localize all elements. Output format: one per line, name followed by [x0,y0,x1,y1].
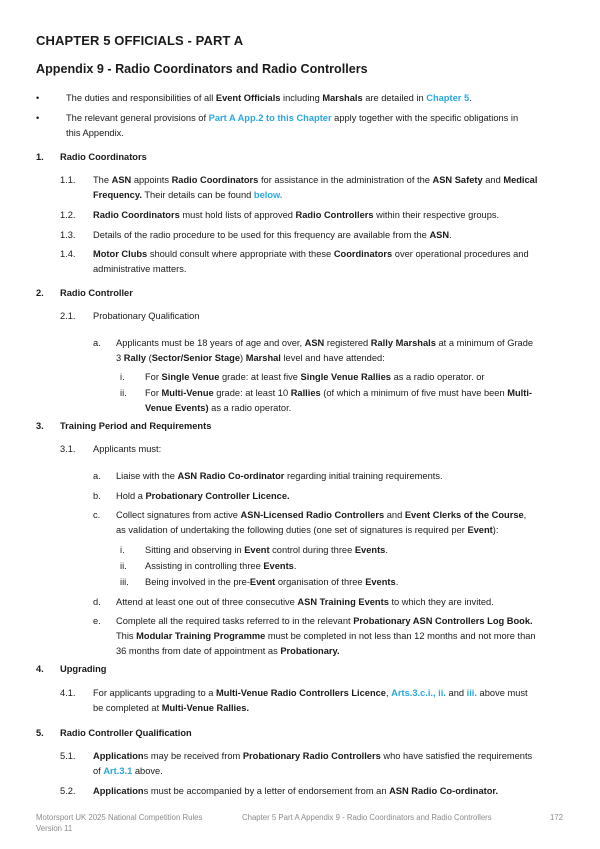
para-1-4: Motor Clubs should consult where appropriate with these Coordinators over operational procedures and [93,249,529,259]
section-3-number: 3. [36,421,44,431]
para-number: 2.1. [60,311,76,321]
item-3-c-line2: as validation of undertaking the following duties (one set of signatures is required per Event): [116,525,499,535]
subitem-roman: ii. [120,561,127,571]
para-1-1-line2: Frequency. Their details can be found below. [93,190,283,200]
subitem-2-i: For Single Venue grade: at least five Single Venue Rallies as a radio operator. or [145,372,485,382]
section-4-number: 4. [36,664,44,674]
arts-3-c-link[interactable]: Arts.3.c.i., ii. [391,688,446,698]
footer-page-number: 172 [550,813,564,822]
subitem-3-c-ii: Assisting in controlling three Events. [145,561,297,571]
subitem-3-c-iii: Being involved in the pre-Event organisation of three Events. [145,577,399,587]
subitem-roman: i. [120,545,125,555]
para-2-1: Probationary Qualification [93,311,200,321]
art-iii-link[interactable]: iii. [466,688,477,698]
para-1-2: Radio Coordinators must hold lists of approved Radio Controllers within their respective groups. [93,210,500,220]
appendix-title: Appendix 9 - Radio Coordinators and Radio Controllers [36,62,368,76]
section-2-title: Radio Controller [60,288,133,298]
part-a-app2-link[interactable]: Part A App.2 to this Chapter [208,113,332,123]
item-letter: a. [93,471,101,481]
para-4-1-line2: be completed at Multi-Venue Rallies. [93,703,250,713]
item-letter: c. [93,510,101,520]
para-number: 3.1. [60,444,76,454]
bullet-2-line2: this Appendix. [66,128,124,138]
subitem-roman: ii. [120,388,127,398]
item-3-e-line3: 36 months from date of appointment as Probationary. [116,646,340,656]
item-2-1-a-line2: 3 Rally (Sector/Senior Stage) Marshal level and have attended: [116,353,385,363]
section-3-title: Training Period and Requirements [60,421,212,431]
para-5-1: Applications may be received from Probationary Radio Controllers who have satisfied the requirements [93,751,533,761]
para-4-1: For applicants upgrading to a Multi-Venue Radio Controllers Licence, Arts.3.c.i., ii. and iii. above must [93,688,528,698]
para-number: 1.1. [60,175,76,185]
item-3-d: Attend at least one out of three consecutive ASN Training Events to which they are invited. [116,597,494,607]
para-1-1: The ASN appoints Radio Coordinators for assistance in the administration of the ASN Safety and Medical [93,175,538,185]
section-1-number: 1. [36,152,44,162]
bullet-marker: • [36,93,40,103]
item-2-1-a: Applicants must be 18 years of age and over, ASN registered Rally Marshals at a minimum of Grade [116,338,534,348]
para-1-3: Details of the radio procedure to be used for this frequency are available from the ASN. [93,230,452,240]
para-5-2: Applications must be accompanied by a letter of endorsement from an ASN Radio Co-ordinator. [93,786,499,796]
section-4-title: Upgrading [60,664,107,674]
footer-publication: Motorsport UK 2025 National Competition Rules [36,813,203,822]
item-letter: b. [93,491,101,501]
item-3-e-line2: This Modular Training Programme must be completed in not less than 12 months and not more than [116,631,536,641]
item-3-b: Hold a Probationary Controller Licence. [116,491,290,501]
item-3-a: Liaise with the ASN Radio Co-ordinator regarding initial training requirements. [116,471,443,481]
chapter-title: CHAPTER 5 OFFICIALS - PART A [36,33,244,48]
below-link[interactable]: below. [253,190,283,200]
subitem-roman: i. [120,372,125,382]
bullet-marker: • [36,113,40,123]
item-letter: e. [93,616,101,626]
subitem-roman: iii. [120,577,129,587]
footer-chapter: Chapter 5 Part A Appendix 9 - Radio Coordinators and Radio Controllers [242,813,492,822]
para-number: 4.1. [60,688,76,698]
para-number: 5.2. [60,786,76,796]
subitem-2-ii: For Multi-Venue grade: at least 10 Rallies (of which a minimum of five must have been Multi- [145,388,533,398]
chapter-5-link[interactable]: Chapter 5 [426,93,470,103]
para-5-1-line2: of Art.3.1 above. [93,766,163,776]
footer-version: Version 11 [36,824,73,833]
item-3-c: Collect signatures from active ASN-Licensed Radio Controllers and Event Clerks of the Course, [116,510,527,520]
para-1-4-line2: administrative matters. [93,264,187,274]
subitem-2-ii-line2: Venue Events) as a radio operator. [145,403,292,413]
section-1-title: Radio Coordinators [60,152,147,162]
item-letter: a. [93,338,101,348]
para-number: 5.1. [60,751,76,761]
section-5-number: 5. [36,728,44,738]
art-3-1-link[interactable]: Art.3.1 [103,766,133,776]
para-number: 1.4. [60,249,76,259]
section-2-number: 2. [36,288,44,298]
para-number: 1.2. [60,210,76,220]
section-5-title: Radio Controller Qualification [60,728,192,738]
bullet-1: The duties and responsibilities of all Event Officials including Marshals are detailed in Chapter 5. [66,93,472,103]
bullet-2: The relevant general provisions of Part A App.2 to this Chapter apply together with the specific obligations in [66,113,519,123]
para-number: 1.3. [60,230,76,240]
item-letter: d. [93,597,101,607]
para-3-1: Applicants must: [93,444,162,454]
subitem-3-c-i: Sitting and observing in Event control during three Events. [145,545,388,555]
item-3-e: Complete all the required tasks referred to in the relevant Probationary ASN Controllers Log Book. [116,616,533,626]
